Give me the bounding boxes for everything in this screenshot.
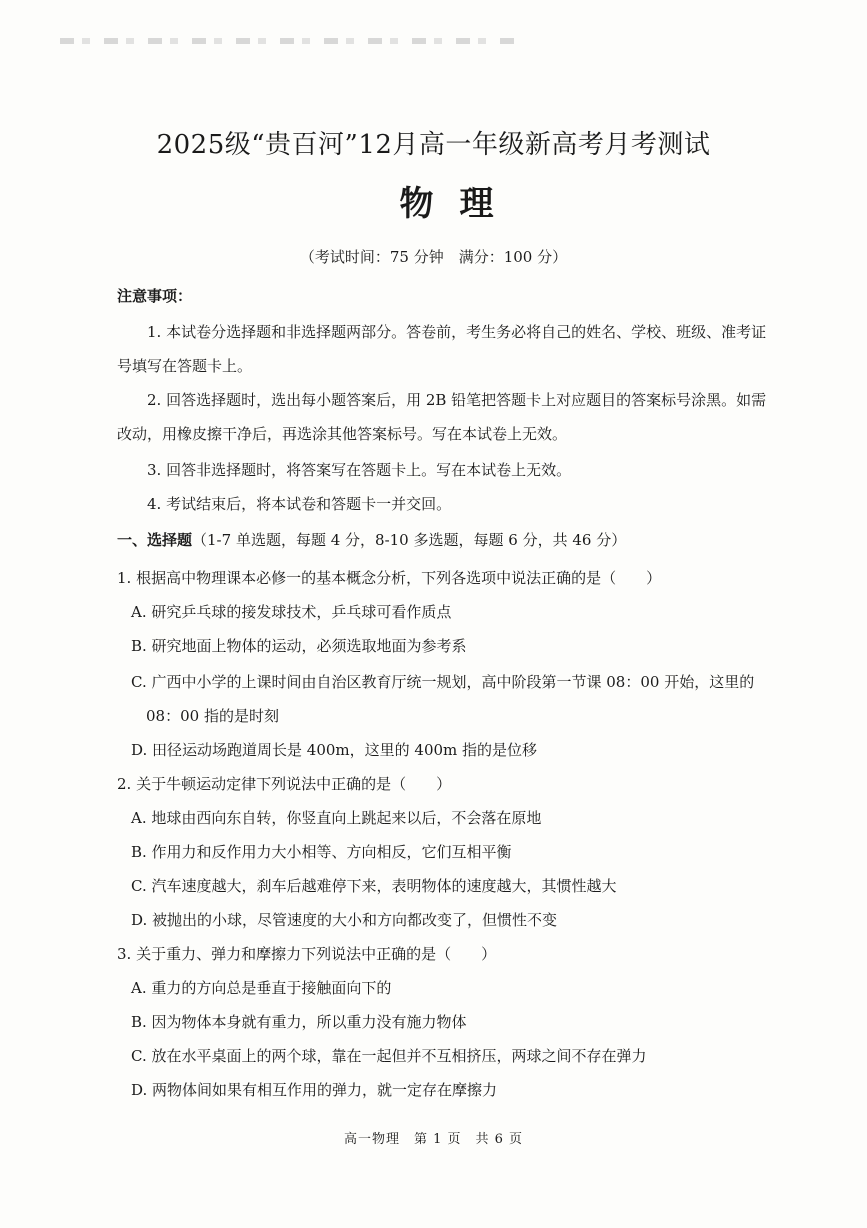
question-1-option-c-line-1: C. 广西中小学的上课时间由自治区教育厅统一规划，高中阶段第一节课 08：00 开始，这里的 — [131, 673, 755, 691]
exam-info: （考试时间：75 分钟 满分：100 分） — [299, 248, 568, 266]
page-footer: 高一物理 第 1 页 共 6 页 — [343, 1132, 524, 1147]
notes-heading: 注意事项： — [117, 287, 193, 305]
section-1-title: 一、选择题 — [117, 531, 193, 549]
question-1-option-a: A. 研究乒乓球的接发球技术，乒乓球可看作质点 — [131, 603, 452, 621]
note-1-line-1: 1. 本试卷分选择题和非选择题两部分。答卷前，考生务必将自己的姓名、学校、班级、准考证 — [147, 323, 767, 341]
question-1-option-c-line-2: 08：00 指的是时刻 — [146, 707, 279, 725]
question-1-option-b: B. 研究地面上物体的运动，必须选取地面为参考系 — [131, 637, 467, 655]
scan-artifact — [60, 38, 520, 44]
question-2-option-b: B. 作用力和反作用力大小相等、方向相反，它们互相平衡 — [131, 843, 512, 861]
note-1-line-2: 号填写在答题卡上。 — [117, 357, 253, 375]
exam-title: 2025级“贵百河”12月高一年级新高考月考测试 — [156, 130, 711, 160]
note-3: 3. 回答非选择题时，将答案写在答题卡上。写在本试卷上无效。 — [147, 461, 572, 479]
question-3-stem: 3. 关于重力、弹力和摩擦力下列说法中正确的是（ ） — [117, 945, 497, 963]
question-1-stem: 1. 根据高中物理课本必修一的基本概念分析，下列各选项中说法正确的是（ ） — [117, 569, 662, 587]
question-2-option-a: A. 地球由西向东自转，你竖直向上跳起来以后，不会落在原地 — [131, 809, 542, 827]
note-2-line-2: 改动，用橡皮擦干净后，再选涂其他答案标号。写在本试卷上无效。 — [117, 425, 568, 443]
question-3-option-b: B. 因为物体本身就有重力，所以重力没有施力物体 — [131, 1013, 467, 1031]
question-3-option-d: D. 两物体间如果有相互作用的弹力，就一定存在摩擦力 — [131, 1081, 498, 1099]
question-3-option-c: C. 放在水平桌面上的两个球，靠在一起但并不互相挤压，两球之间不存在弹力 — [131, 1047, 647, 1065]
question-2-stem: 2. 关于牛顿运动定律下列说法中正确的是（ ） — [117, 775, 452, 793]
note-4: 4. 考试结束后，将本试卷和答题卡一并交回。 — [147, 495, 452, 513]
subject-heading: 物理 — [399, 184, 520, 224]
section-1-heading — [117, 530, 626, 550]
note-2-line-1: 2. 回答选择题时，选出每小题答案后，用 2B 铅笔把答题卡上对应题目的答案标号涂黑。如需 — [147, 391, 767, 409]
question-1-option-d: D. 田径运动场跑道周长是 400m，这里的 400m 指的是位移 — [131, 741, 538, 759]
question-2-option-d: D. 被抛出的小球，尽管速度的大小和方向都改变了，但惯性不变 — [131, 911, 558, 929]
question-2-option-c: C. 汽车速度越大，刹车后越难停下来，表明物体的速度越大，其惯性越大 — [131, 877, 617, 895]
section-1-desc: （1-7 单选题，每题 4 分，8-10 多选题，每题 6 分，共 46 分） — [192, 531, 627, 549]
question-3-option-a: A. 重力的方向总是垂直于接触面向下的 — [131, 979, 392, 997]
